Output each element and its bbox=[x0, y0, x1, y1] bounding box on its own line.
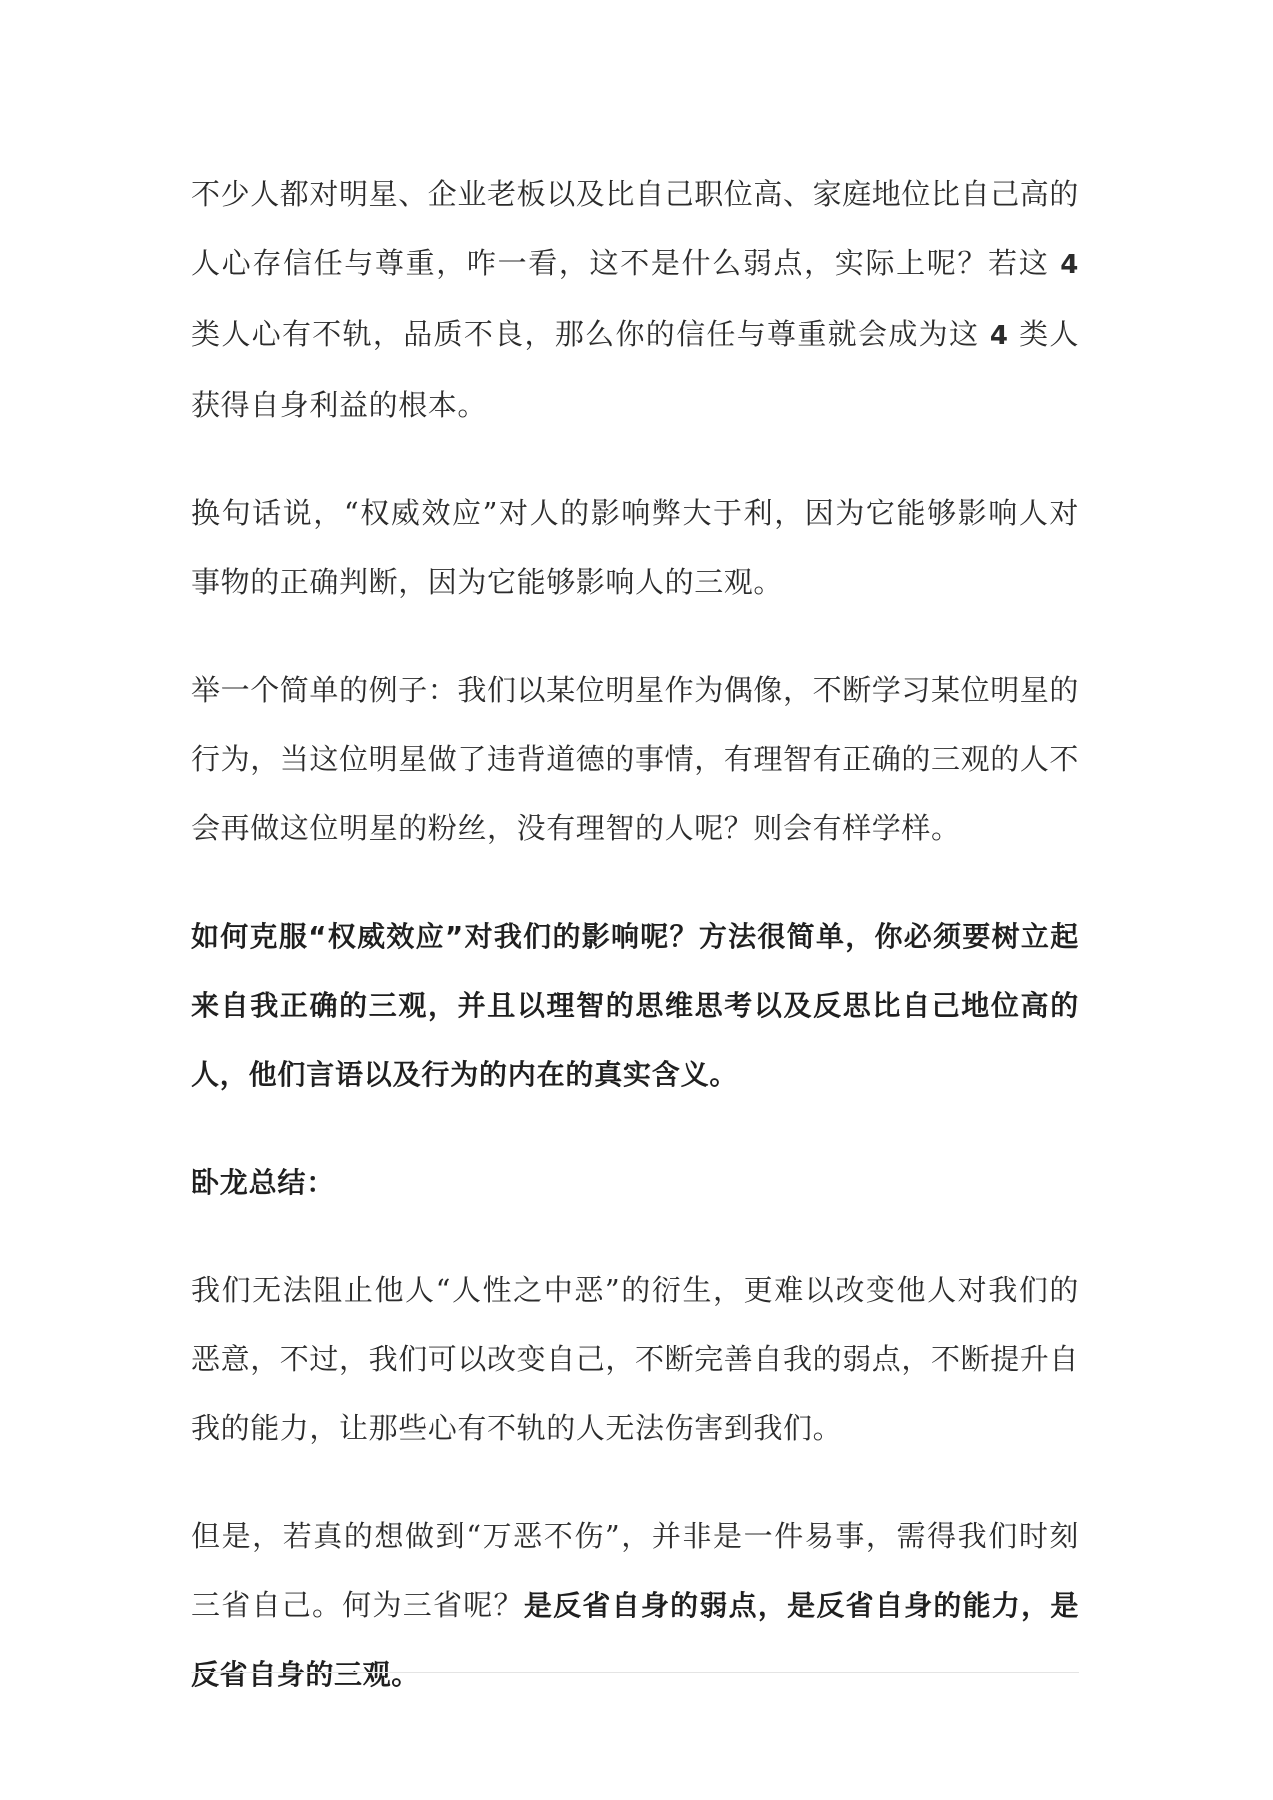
paragraph-text: 类人心有不轨，品质不良，那么你的信任与尊重就会成为这 bbox=[191, 317, 980, 351]
paragraph-three-reflections bbox=[191, 1502, 1079, 1709]
paragraph-text: 但是，若真的想做到“万恶不伤”，并非是一件易事，需得我们时刻三省自己。何为三省呢？ bbox=[191, 1519, 1079, 1622]
paragraph-text: 不少人都对明星、企业老板以及比自己职位高、家庭地位比自己高的人心存信任与尊重，咋一看，这不是什么弱点，实际上呢？若这 bbox=[191, 177, 1080, 280]
paragraph-overcome-method: 如何克服“权威效应”对我们的影响呢？方法很简单，你必须要树立起来自我正确的三观，并且以理智的思维思考以及反思比自己地位高的人，他们言语以及行为的内在的真实含义。 bbox=[191, 920, 1079, 1091]
article-body bbox=[191, 160, 1079, 1748]
paragraph-summary: 我们无法阻止他人“人性之中恶”的衍生，更难以改变他人对我们的恶意，不过，我们可以改变自己，不断完善自我的弱点，不断提升自我的能力，让那些心有不轨的人无法伤害到我们。 bbox=[191, 1273, 1080, 1445]
bottom-divider bbox=[191, 1672, 1079, 1673]
number-four: 4 bbox=[989, 321, 1009, 351]
paragraph-authority-trust bbox=[191, 160, 1079, 440]
paragraph-example: 举一个简单的例子：我们以某位明星作为偶像，不断学习某位明星的行为，当这位明星做了违背道德的事情，有理智有正确的三观的人不会再做这位明星的粉丝，没有理智的人呢？则会有样学样。 bbox=[191, 673, 1080, 845]
section-heading-summary: 卧龙总结： bbox=[191, 1166, 336, 1199]
paragraph-text: 类人获得自身利益的根本。 bbox=[191, 317, 1079, 422]
paragraph-authority-effect: 换句话说，“权威效应”对人的影响弊大于利，因为它能够影响人对事物的正确判断，因为它能够影响人的三观。 bbox=[191, 496, 1079, 599]
number-four: 4 bbox=[1060, 250, 1079, 280]
paragraph-emphasis: 是反省自身的弱点，是反省自身的能力，是反省自身的三观。 bbox=[191, 1589, 1079, 1691]
